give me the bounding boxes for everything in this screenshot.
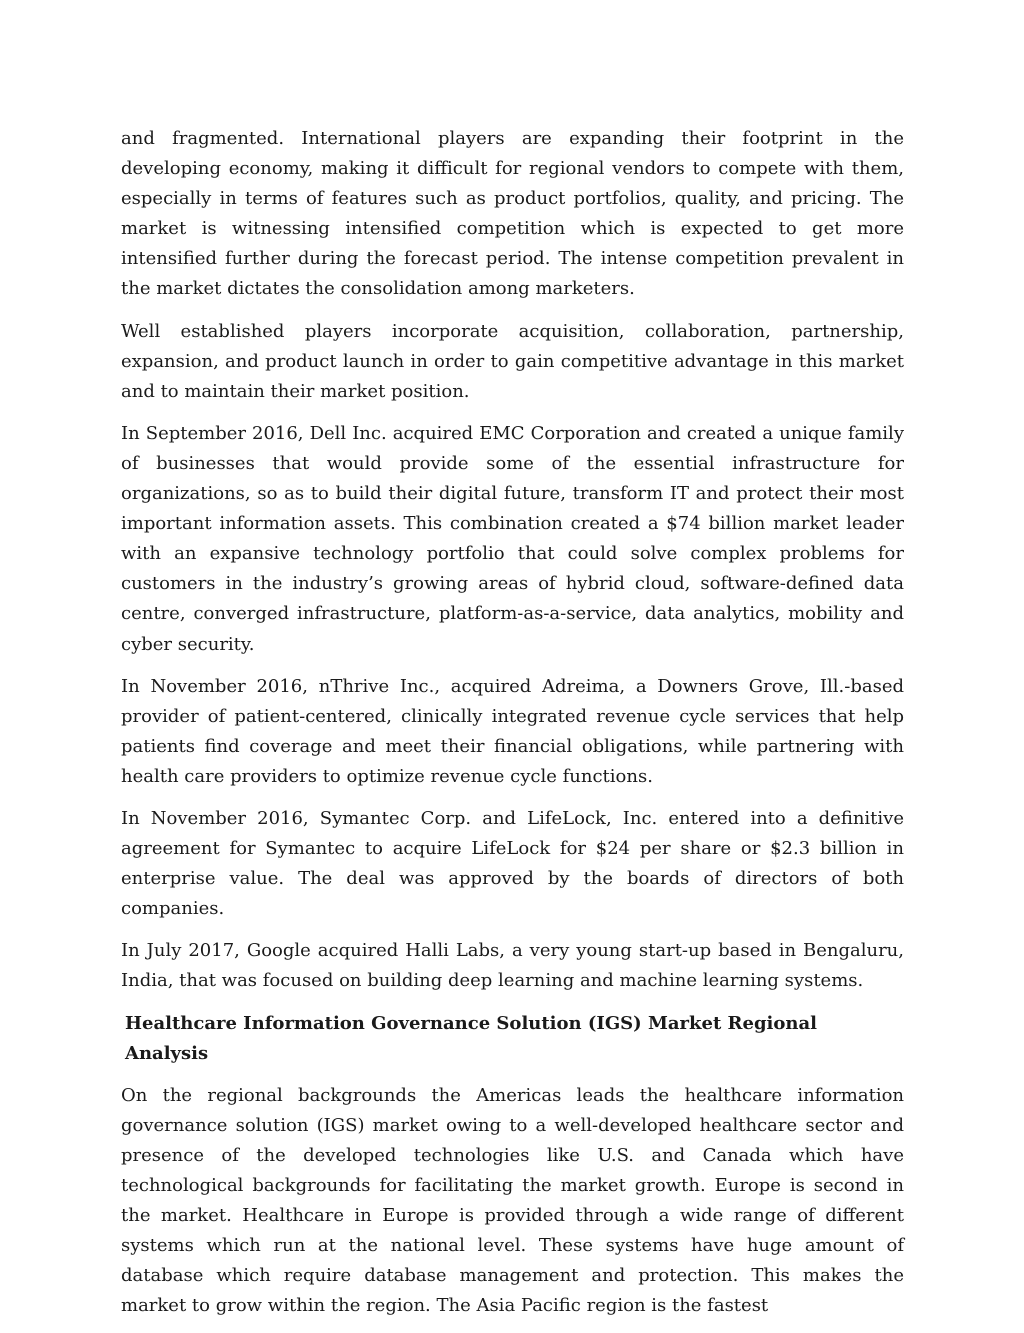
document-page [121, 124, 904, 1333]
paragraph-nthrive-adreima: In November 2016, nThrive Inc., acquired Adreima, a Downers Grove, Ill.-based provider of patient-centered, clinically integrated revenue cycle services that help patients find coverage and meet their financial obligations, while partnering with health care providers to optimize revenue cycle functions. [121, 675, 904, 787]
paragraph-market-fragmentation: and fragmented. International players are expanding their footprint in the developing economy, making it difficult for regional vendors to compete with them, especially in terms of features such as product portfolios, quality, and pricing. The market is witnessing intensified competition which is expected to get more intensified further during the forecast period. The intense competition prevalent in the market dictates the consolidation among marketers. [121, 128, 904, 300]
paragraph-google-halli-labs: In July 2017, Google acquired Halli Labs, a very young start-up based in Bengaluru, India, that was focused on building deep learning and machine learning systems. [121, 940, 904, 992]
paragraph-dell-emc: In September 2016, Dell Inc. acquired EMC Corporation and created a unique family of businesses that would provide some of the essential infrastructure for organizations, so as to build their digital future, transform IT and protect their most important information assets. This combination created a $74 billion market leader with an expansive technology portfolio that could solve complex problems for customers in the industry’s growing areas of hybrid cloud, software-defined data centre, converged infrastructure, platform-as-a-service, data analytics, mobility and cyber security. [121, 422, 904, 655]
paragraph-regional-analysis: On the regional backgrounds the Americas leads the healthcare information governance solution (IGS) market owing to a well-developed healthcare sector and presence of the developed technologies like U.S. and Canada which have technological backgrounds for facilitating the market growth. Europe is second in the market. Healthcare in Europe is provided through a wide range of different systems which run at the national level. These systems have huge amount of database which require database management and protection. This makes the market to grow within the region. The Asia Pacific region is the fastest [121, 1084, 904, 1317]
paragraph-competitive-strategies: Well established players incorporate acquisition, collaboration, partnership, expansion, and product launch in order to gain competitive advantage in this market and to maintain their market position. [121, 320, 904, 402]
paragraph-symantec-lifelock: In November 2016, Symantec Corp. and LifeLock, Inc. entered into a definitive agreement for Symantec to acquire LifeLock for $24 per share or $2.3 billion in enterprise value. The deal was approved by the boards of directors of both companies. [121, 807, 904, 920]
section-heading: Healthcare Information Governance Solution (IGS) Market Regional Analysis [125, 1012, 817, 1064]
